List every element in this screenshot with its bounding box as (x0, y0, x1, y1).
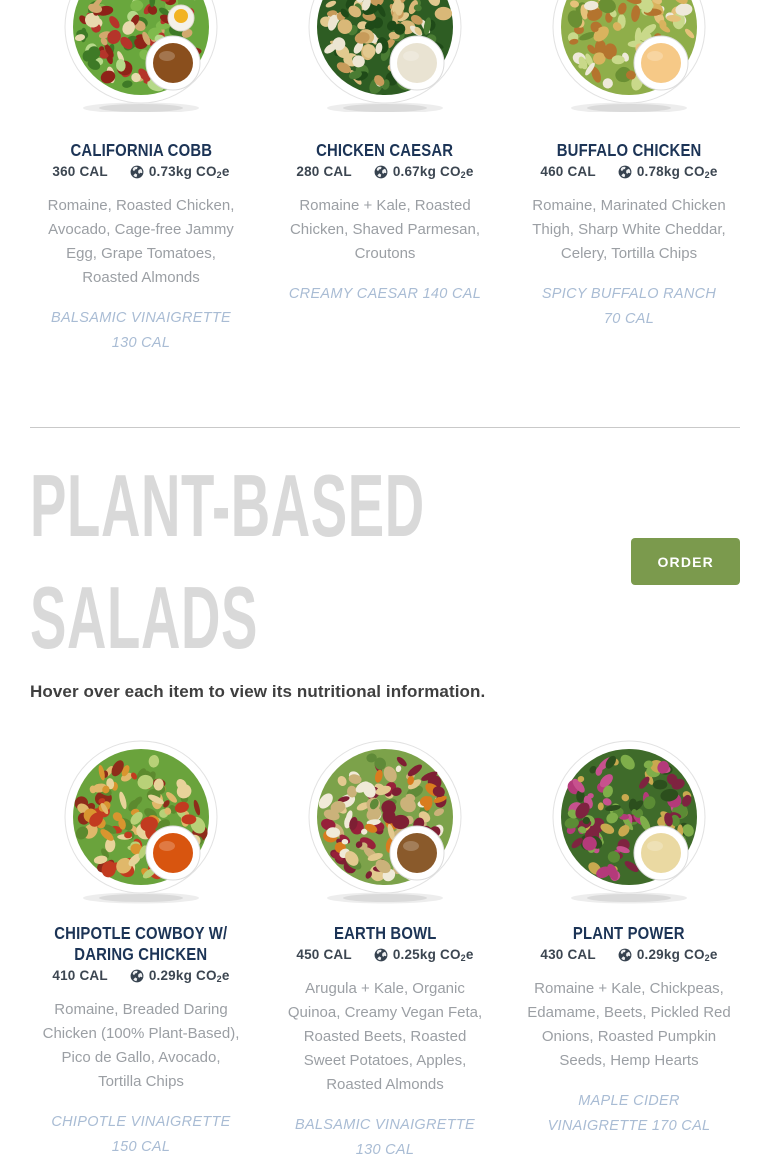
salad-photo-wrap (30, 738, 252, 908)
section-title-line2: SALADS (30, 568, 259, 667)
salad-bowl-image (59, 738, 223, 906)
salad-name: EARTH BOWL (333, 923, 437, 943)
salad-grid-row-2 (30, 738, 740, 1163)
salad-name: CHIPOTLE COWBOY W/ DARING CHICKEN (54, 923, 228, 964)
salad-card-earth-bowl[interactable] (274, 738, 496, 1163)
salad-photo-wrap (274, 0, 496, 112)
globe-icon (618, 165, 632, 179)
section-plant-based-salads (30, 428, 740, 702)
salad-card-buffalo-chicken[interactable] (518, 0, 740, 427)
dressing-text: MAPLE CIDER VINAIGRETTE 170 CAL (547, 1093, 711, 1134)
nutrition-line (518, 164, 740, 179)
globe-icon (130, 969, 144, 983)
co2-footprint: 0.29kg CO $_2$ e (130, 968, 230, 983)
salad-name: BUFFALO CHICKEN (556, 140, 702, 160)
co2-footprint: 0.73kg CO $_2$ e (130, 164, 230, 179)
globe-icon (374, 948, 388, 962)
ingredients-text: Romaine + Kale, Roasted Chicken, Shaved Parmesan, Croutons (289, 197, 481, 262)
co2-footprint: 0.67kg CO $_2$ e (374, 164, 474, 179)
calories-value: 450 CAL (296, 947, 352, 962)
nutrition-line (30, 164, 252, 179)
nutrition-line (274, 947, 496, 962)
salad-bowl-image (547, 0, 711, 112)
calories-value: 430 CAL (540, 947, 596, 962)
salad-card-plant-power[interactable] (518, 738, 740, 1163)
salad-grid-row-1 (30, 0, 740, 427)
co2-footprint: 0.78kg CO $_2$ e (618, 164, 718, 179)
ingredients-text: Romaine, Breaded Daring Chicken (100% Plant-Based), Pico de Gallo, Avocado, Tortilla Chips (42, 1001, 240, 1090)
section-title-line1: PLANT-BASED (30, 456, 425, 555)
dressing-text: CREAMY CAESAR 140 CAL (288, 286, 482, 302)
ingredients-text: Romaine + Kale, Chickpeas, Edamame, Beets, Pickled Red Onions, Roasted Pumpkin Seeds, Hemp Hearts (527, 980, 731, 1069)
salad-bowl-image (303, 738, 467, 906)
salad-photo-wrap (30, 0, 252, 112)
salad-bowl-image (59, 0, 223, 112)
co2-footprint: 0.29kg CO $_2$ e (618, 947, 718, 962)
dressing-text: BALSAMIC VINAIGRETTE 130 CAL (50, 310, 232, 351)
globe-icon (130, 165, 144, 179)
ingredients-text: Romaine, Roasted Chicken, Avocado, Cage-free Jammy Egg, Grape Tomatoes, Roasted Almonds (47, 197, 235, 286)
calories-value: 280 CAL (296, 164, 352, 179)
salad-bowl-image (547, 738, 711, 906)
calories-value: 460 CAL (540, 164, 596, 179)
salad-card-california-cobb[interactable] (30, 0, 252, 427)
co2-footprint: 0.25kg CO $_2$ e (374, 947, 474, 962)
nutrition-line (274, 164, 496, 179)
calories-value: 360 CAL (52, 164, 108, 179)
ingredients-text: Romaine, Marinated Chicken Thigh, Sharp White Cheddar, Celery, Tortilla Chips (532, 197, 726, 262)
dressing-text: CHIPOTLE VINAIGRETTE 150 CAL (51, 1114, 231, 1155)
nutrition-line (30, 968, 252, 983)
dressing-text: BALSAMIC VINAIGRETTE 130 CAL (294, 1117, 476, 1158)
salad-photo-wrap (518, 0, 740, 112)
ingredients-text: Arugula + Kale, Organic Quinoa, Creamy Vegan Feta, Roasted Beets, Roasted Sweet Potatoes, Apples, Roasted Almonds (287, 980, 483, 1093)
order-button[interactable]: ORDER (631, 538, 740, 585)
salad-photo-wrap (274, 738, 496, 908)
globe-icon (618, 948, 632, 962)
salad-photo-wrap (518, 738, 740, 908)
dressing-text: SPICY BUFFALO RANCH 70 CAL (541, 286, 717, 327)
nutrition-line (518, 947, 740, 962)
salad-name: CHICKEN CAESAR (316, 140, 454, 160)
salad-bowl-image (303, 0, 467, 112)
salad-card-chipotle-cowboy[interactable] (30, 738, 252, 1163)
salad-name: CALIFORNIA COBB (70, 140, 212, 160)
hover-instruction-text: Hover over each item to view its nutritional information. (30, 682, 486, 701)
globe-icon (374, 165, 388, 179)
salad-card-chicken-caesar[interactable] (274, 0, 496, 427)
salad-name: PLANT POWER (573, 923, 685, 943)
calories-value: 410 CAL (52, 968, 108, 983)
